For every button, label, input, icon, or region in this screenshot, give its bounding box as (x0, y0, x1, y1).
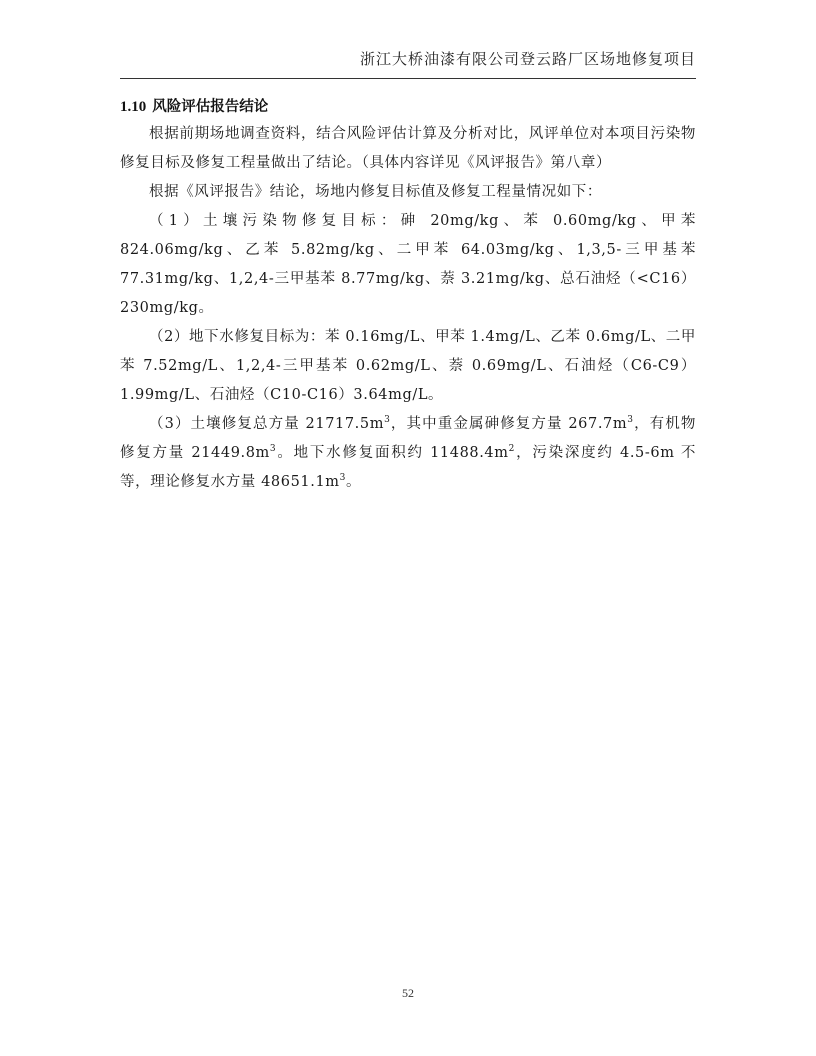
paragraph-remediation-volumes (120, 410, 696, 497)
section-number: 1.10 (120, 99, 147, 115)
volume-text-5: ，污染深度约 4.5-6m 不等，理论修复水方量 48651.1m (120, 445, 697, 490)
paragraph-lead: 根据《风评报告》结论，场地内修复目标值及修复工程量情况如下： (149, 184, 602, 200)
running-header-title: 浙江大桥油漆有限公司登云路厂区场地修复项目 (359, 50, 696, 68)
section-heading (120, 94, 696, 120)
unit-exponent: 3 (384, 415, 391, 426)
volume-text-6: 。 (345, 474, 362, 490)
unit-exponent: 3 (627, 415, 634, 426)
header-divider (120, 78, 696, 79)
unit-exponent: 2 (508, 444, 515, 455)
paragraph-intro: 根据前期场地调查资料，结合风险评估计算及分析对比，风评单位对本项目污染物修复目标及修复工程量做出了结论。（具体内容详见《风评报告》第八章） (120, 126, 696, 171)
volume-text-4: 。地下水修复面积约 11488.4m (276, 445, 509, 461)
paragraph-groundwater-targets: （2）地下水修复目标为：苯 0.16mg/L、甲苯 1.4mg/L、乙苯 0.6mg/L、二甲苯 7.52mg/L、1,2,4-三甲基苯 0.62mg/L、萘 0.69mg/L、石油烃（C6-C9）1.99mg/L、石油烃（C10-C16）3.64mg/L。 (120, 329, 696, 403)
main-content (120, 94, 696, 497)
page-number: 52 (402, 986, 414, 1000)
volume-text-1: （3）土壤修复总方量 21717.5m (149, 416, 385, 432)
volume-text-3: ，有机物修复方量 21449.8m (120, 416, 697, 461)
section-title-text: 风险评估报告结论 (152, 99, 269, 115)
unit-exponent: 3 (339, 473, 346, 484)
unit-exponent: 3 (269, 444, 277, 455)
paragraph-soil-targets: （1）土壤污染物修复目标：砷 20mg/kg、苯 0.60mg/kg、甲苯 824.06mg/kg、乙苯 5.82mg/kg、二甲苯 64.03mg/kg、1,3,5-三甲基苯 77.31mg/kg、1,2,4-三甲基苯 8.77mg/kg、萘 3.21mg/kg、总石油烃（<C16）230mg/kg。 (120, 213, 696, 316)
volume-text-2: ，其中重金属砷修复方量 267.7m (390, 416, 628, 432)
